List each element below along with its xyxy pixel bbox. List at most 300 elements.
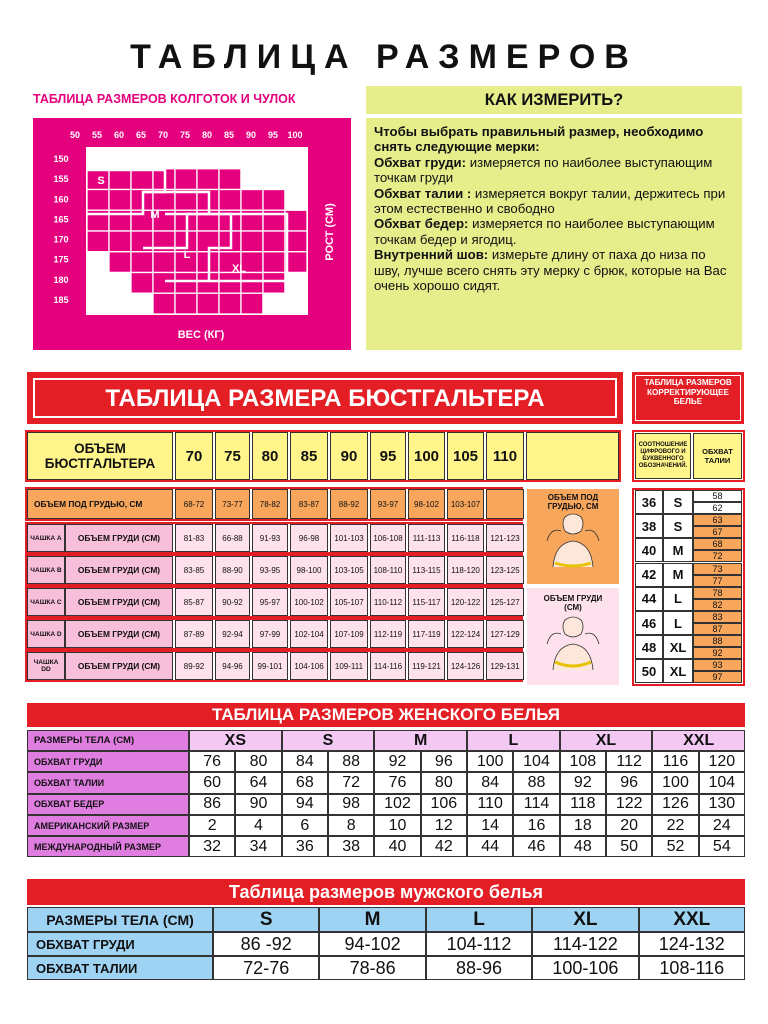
women-row-label: ОБХВАТ ТАЛИИ — [27, 772, 189, 793]
tights-size-label: S — [97, 175, 105, 187]
volume-value: 110 — [486, 432, 524, 480]
women-value: 88 — [513, 772, 559, 793]
men-size-header: S — [213, 907, 319, 932]
bust-value: 121-123 — [486, 524, 524, 552]
women-value: 16 — [513, 815, 559, 836]
women-value: 80 — [421, 772, 467, 793]
woman-figure-icon — [543, 612, 603, 676]
corrective-num: 48 — [635, 635, 663, 659]
corrective-waist-to: 87 — [693, 623, 742, 635]
underbust-value: 88-92 — [330, 489, 368, 519]
corrective-waist-to: 77 — [693, 575, 742, 587]
tights-grid-cell — [87, 273, 109, 294]
women-value: 80 — [235, 751, 281, 772]
women-value: 116 — [652, 751, 698, 772]
tights-grid-cell — [285, 293, 307, 314]
howto-desc: измеряется по наиболее выступающим точкам бедер и ягодиц. — [374, 216, 715, 247]
women-value: 108 — [560, 751, 606, 772]
cup-label: ЧАШКА D — [27, 620, 65, 648]
bust-value: 107-109 — [330, 620, 368, 648]
tights-grid-cell — [109, 252, 131, 273]
women-value: 54 — [699, 836, 745, 857]
corrective-num: 46 — [635, 611, 663, 635]
bust-value: 127-129 — [486, 620, 524, 648]
bust-value: 96-98 — [290, 524, 328, 552]
men-value: 86 -92 — [213, 932, 319, 956]
volume-value: 75 — [215, 432, 250, 480]
women-value: 4 — [235, 815, 281, 836]
underbust-value: 68-72 — [175, 489, 213, 519]
underbust-value: 93-97 — [370, 489, 406, 519]
bust-value: 105-107 — [330, 588, 368, 616]
women-value: 20 — [606, 815, 652, 836]
tights-grid-cell — [87, 148, 109, 169]
underbust-value: 78-82 — [252, 489, 288, 519]
bust-label: ОБЪЕМ ГРУДИ (СМ) — [65, 588, 173, 616]
tights-grid-cell — [241, 190, 263, 211]
tights-grid-cell — [285, 148, 307, 169]
howto-term: Обхват талии : — [374, 185, 472, 201]
women-size-header: S — [282, 730, 375, 751]
corrective-col-ratio: СООТНОШЕНИЕ ЦИФРОВОГО И БУКВЕННОГО ОБОЗНАЧЕНИЙ. — [635, 433, 691, 479]
bust-value: 106-108 — [370, 524, 406, 552]
women-value: 114 — [513, 794, 559, 815]
bust-value: 100-102 — [290, 588, 328, 616]
tights-grid-cell — [131, 293, 153, 314]
weight-tick-label: 65 — [135, 130, 147, 140]
tights-grid-cell — [175, 148, 197, 169]
howto-desc: измеряется вокруг талии, держитесь при этом естественно и свободно — [374, 185, 726, 217]
bust-value: 116-118 — [447, 524, 484, 552]
bust-value: 95-97 — [252, 588, 288, 616]
women-value: 44 — [467, 836, 513, 857]
men-table-header: Таблица размеров мужского белья — [27, 879, 745, 905]
bust-value: 88-90 — [215, 556, 250, 584]
bust-value: 83-85 — [175, 556, 213, 584]
bust-value: 113-115 — [408, 556, 445, 584]
men-value: 100-106 — [532, 956, 638, 980]
women-value: 24 — [699, 815, 745, 836]
page-title: ТАБЛИЦА РАЗМЕРОВ — [130, 38, 638, 76]
women-value: 10 — [374, 815, 420, 836]
bust-value: 93-95 — [252, 556, 288, 584]
women-value: 88 — [328, 751, 374, 772]
height-tick-label: 160 — [53, 194, 69, 205]
bust-value: 117-119 — [408, 620, 445, 648]
corrective-letter: L — [663, 587, 693, 611]
tights-grid-cell — [87, 231, 109, 252]
women-value: 90 — [235, 794, 281, 815]
women-value: 118 — [560, 794, 606, 815]
women-value: 130 — [699, 794, 745, 815]
corrective-num: 38 — [635, 514, 663, 538]
tights-grid-cell — [109, 148, 131, 169]
corrective-table-title: ТАБЛИЦА РАЗМЕРОВ КОРРЕКТИРУЮЩЕЕ БЕЛЬЕ — [644, 378, 732, 406]
women-value: 32 — [189, 836, 235, 857]
bust-value: 98-100 — [290, 556, 328, 584]
women-value: 8 — [328, 815, 374, 836]
men-value: 94-102 — [319, 932, 425, 956]
weight-axis-label: ВЕС (КГ) — [177, 329, 225, 341]
tights-chart-title: ТАБЛИЦА РАЗМЕРОВ КОЛГОТОК И ЧУЛОК — [33, 92, 296, 106]
women-value: 42 — [421, 836, 467, 857]
underbust-empty-cell — [486, 489, 524, 519]
weight-tick-label: 90 — [245, 130, 257, 140]
bust-value: 122-124 — [447, 620, 484, 648]
men-value: 114-122 — [532, 932, 638, 956]
tights-grid-cell — [285, 231, 307, 252]
bust-value: 66-88 — [215, 524, 250, 552]
tights-grid-cell — [219, 190, 241, 211]
men-size-header: XL — [532, 907, 638, 932]
tights-grid-cell — [131, 252, 153, 273]
women-value: 120 — [699, 751, 745, 772]
tights-grid-cell — [219, 293, 241, 314]
women-value: 84 — [282, 751, 328, 772]
corrective-waist-to: 67 — [693, 526, 742, 538]
tights-grid-cell — [153, 273, 175, 294]
bust-value: 92-94 — [215, 620, 250, 648]
volume-value: 85 — [290, 432, 328, 480]
weight-tick-label: 60 — [113, 130, 125, 140]
underbust-illustration-label: ОБЪЕМ ПОД ГРУДЬЮ, СМ — [547, 493, 599, 511]
cup-label: ЧАШКА DD — [27, 652, 65, 680]
tights-grid-cell — [87, 252, 109, 273]
bust-value: 101-103 — [330, 524, 368, 552]
bust-label: ОБЪЕМ ГРУДИ (СМ) — [65, 556, 173, 584]
tights-grid-cell — [263, 273, 285, 294]
men-value: 88-96 — [426, 956, 532, 980]
cup-label: ЧАШКА С — [27, 588, 65, 616]
women-value: 96 — [606, 772, 652, 793]
women-value: 112 — [606, 751, 652, 772]
tights-grid-cell — [175, 169, 197, 190]
women-row-label: ОБХВАТ ГРУДИ — [27, 751, 189, 772]
tights-grid-cell — [109, 293, 131, 314]
men-size-header: L — [426, 907, 532, 932]
women-value: 48 — [560, 836, 606, 857]
bust-value: 112-119 — [370, 620, 406, 648]
women-value: 98 — [328, 794, 374, 815]
women-value: 94 — [282, 794, 328, 815]
women-value: 22 — [652, 815, 698, 836]
bra-table-header — [27, 372, 623, 424]
bust-label: ОБЪЕМ ГРУДИ (СМ) — [65, 620, 173, 648]
tights-grid-cell — [285, 252, 307, 273]
cup-label: ЧАШКА В — [27, 556, 65, 584]
corrective-letter: M — [663, 563, 693, 587]
height-tick-label: 150 — [53, 154, 69, 164]
tights-grid-cell — [109, 273, 131, 294]
women-value: 34 — [235, 836, 281, 857]
bust-value: 81-83 — [175, 524, 213, 552]
women-size-header: XL — [560, 730, 653, 751]
women-row-label: МЕЖДУНАРОДНЫЙ РАЗМЕР — [27, 836, 189, 857]
bust-value: 91-93 — [252, 524, 288, 552]
corrective-table-header — [632, 372, 744, 424]
women-value: 40 — [374, 836, 420, 857]
corrective-col-waist: ОБХВАТ ТАЛИИ — [693, 433, 742, 479]
women-size-header: M — [374, 730, 467, 751]
tights-grid-cell — [109, 169, 131, 190]
women-value: 12 — [421, 815, 467, 836]
men-size-header: M — [319, 907, 425, 932]
height-tick-label: 165 — [53, 214, 69, 225]
tights-grid-cell — [241, 273, 263, 294]
women-value: 104 — [699, 772, 745, 793]
women-value: 72 — [328, 772, 374, 793]
men-header-label: РАЗМЕРЫ ТЕЛА (СМ) — [27, 907, 213, 932]
height-axis-label: РОСТ (СМ) — [324, 203, 336, 261]
tights-grid-cell — [197, 148, 219, 169]
volume-empty-cell — [526, 432, 619, 480]
bust-value: 120-122 — [447, 588, 484, 616]
tights-size-label: M — [150, 209, 160, 221]
corrective-waist-from: 73 — [693, 563, 742, 575]
tights-grid-cell — [87, 190, 109, 211]
howto-term: Обхват груди: — [374, 154, 467, 170]
women-value: 46 — [513, 836, 559, 857]
bust-value: 111-113 — [408, 524, 445, 552]
woman-figure-icon — [543, 511, 603, 573]
tights-grid-cell — [241, 231, 263, 252]
women-value: 126 — [652, 794, 698, 815]
bust-value: 85-87 — [175, 588, 213, 616]
tights-grid-cell — [219, 273, 241, 294]
corrective-letter: XL — [663, 635, 693, 659]
tights-grid-cell — [109, 190, 131, 211]
howto-item — [374, 186, 732, 217]
tights-size-chart — [33, 118, 351, 350]
howto-desc: измерьте длину от паха до низа по шву, лучше всего снять эту мерку с брюк, которые на Вас очень хорошо сидят. — [374, 247, 727, 294]
tights-grid-cell — [241, 148, 263, 169]
women-value: 36 — [282, 836, 328, 857]
volume-value: 105 — [447, 432, 484, 480]
corrective-num: 40 — [635, 538, 663, 562]
corrective-num: 36 — [635, 490, 663, 514]
tights-grid-cell — [131, 273, 153, 294]
weight-tick-label: 95 — [267, 130, 279, 140]
women-row-label: ОБХВАТ БЕДЕР — [27, 794, 189, 815]
bust-value: 94-96 — [215, 652, 250, 680]
howto-item — [374, 216, 732, 247]
height-tick-label: 180 — [53, 274, 69, 285]
women-value: 96 — [421, 751, 467, 772]
weight-tick-label: 100 — [287, 130, 303, 140]
women-value: 110 — [467, 794, 513, 815]
women-value: 52 — [652, 836, 698, 857]
men-value: 124-132 — [639, 932, 745, 956]
corrective-waist-from: 93 — [693, 659, 742, 671]
corrective-letter: L — [663, 611, 693, 635]
bust-value: 114-116 — [370, 652, 406, 680]
tights-grid-cell — [153, 148, 175, 169]
tights-grid-cell — [241, 293, 263, 314]
women-value: 68 — [282, 772, 328, 793]
corrective-waist-to: 97 — [693, 671, 742, 683]
women-size-header: XXL — [652, 730, 745, 751]
bust-label: ОБЪЕМ ГРУДИ (СМ) — [65, 652, 173, 680]
tights-grid-cell — [263, 148, 285, 169]
tights-grid-cell — [263, 190, 285, 211]
bust-label: ОБЪЕМ ГРУДИ (СМ) — [65, 524, 173, 552]
tights-grid-cell — [219, 169, 241, 190]
tights-grid-cell — [197, 169, 219, 190]
howto-term: Внутренний шов: — [374, 247, 489, 263]
women-value: 76 — [189, 751, 235, 772]
tights-grid-cell — [285, 190, 307, 211]
underbust-label: ОБЪЕМ ПОД ГРУДЬЮ, СМ — [27, 489, 173, 519]
corrective-waist-from: 68 — [693, 538, 742, 550]
women-value: 64 — [235, 772, 281, 793]
volume-value: 70 — [175, 432, 213, 480]
volume-value: 80 — [252, 432, 288, 480]
bust-value: 99-101 — [252, 652, 288, 680]
women-value: 100 — [467, 751, 513, 772]
tights-chart-graphic — [33, 118, 351, 350]
bra-table-title: ТАБЛИЦА РАЗМЕРА БЮСТГАЛЬТЕРА — [105, 385, 545, 412]
tights-grid-cell — [153, 252, 175, 273]
tights-grid-cell — [263, 293, 285, 314]
bust-value: 108-110 — [370, 556, 406, 584]
howto-desc: измеряется по наиболее выступающим точкам груди — [374, 154, 713, 186]
women-value: 2 — [189, 815, 235, 836]
bust-value: 123-125 — [486, 556, 524, 584]
bust-value: 104-106 — [290, 652, 328, 680]
women-value: 100 — [652, 772, 698, 793]
corrective-waist-to: 62 — [693, 502, 742, 514]
underbust-value: 73-77 — [215, 489, 250, 519]
height-tick-label: 185 — [53, 294, 69, 305]
women-value: 38 — [328, 836, 374, 857]
volume-label: ОБЪЕМ БЮСТГАЛЬТЕРА — [27, 432, 173, 480]
women-size-header: L — [467, 730, 560, 751]
women-value: 92 — [560, 772, 606, 793]
women-value: 76 — [374, 772, 420, 793]
tights-grid-cell — [263, 169, 285, 190]
bust-value: 118-120 — [447, 556, 484, 584]
women-value: 92 — [374, 751, 420, 772]
weight-tick-label: 50 — [69, 130, 81, 140]
weight-tick-label: 70 — [157, 130, 169, 140]
underbust-value: 103-107 — [447, 489, 484, 519]
men-size-header: XXL — [639, 907, 745, 932]
weight-tick-label: 55 — [91, 130, 103, 140]
bust-value: 90-92 — [215, 588, 250, 616]
women-value: 102 — [374, 794, 420, 815]
bust-value: 102-104 — [290, 620, 328, 648]
tights-grid-cell — [153, 293, 175, 314]
men-row-label: ОБХВАТ ТАЛИИ — [27, 956, 213, 980]
tights-grid-cell — [175, 273, 197, 294]
bust-value: 125-127 — [486, 588, 524, 616]
bust-value: 97-99 — [252, 620, 288, 648]
weight-tick-label: 75 — [179, 130, 191, 140]
women-value: 60 — [189, 772, 235, 793]
howto-title: КАК ИЗМЕРИТЬ? — [366, 86, 742, 114]
corrective-letter: M — [663, 538, 693, 562]
women-value: 18 — [560, 815, 606, 836]
women-header-label: РАЗМЕРЫ ТЕЛА (СМ) — [27, 730, 189, 751]
bust-value: 124-126 — [447, 652, 484, 680]
volume-value: 90 — [330, 432, 368, 480]
underbust-value: 83-87 — [290, 489, 328, 519]
bust-value: 103-105 — [330, 556, 368, 584]
women-value: 106 — [421, 794, 467, 815]
corrective-waist-from: 78 — [693, 587, 742, 599]
men-value: 78-86 — [319, 956, 425, 980]
bust-illustration-label: ОБЪЕМ ГРУДИ (СМ) — [543, 594, 603, 612]
height-tick-label: 175 — [53, 254, 69, 265]
tights-size-label: XL — [231, 263, 247, 275]
height-tick-label: 155 — [53, 174, 69, 185]
women-value: 84 — [467, 772, 513, 793]
tights-grid-cell — [87, 293, 109, 314]
tights-grid-cell — [131, 169, 153, 190]
volume-value: 100 — [408, 432, 445, 480]
volume-value: 95 — [370, 432, 406, 480]
underbust-illustration — [527, 489, 619, 584]
corrective-letter: S — [663, 490, 693, 514]
tights-grid-cell — [263, 252, 285, 273]
corrective-num: 50 — [635, 659, 663, 683]
women-value: 104 — [513, 751, 559, 772]
women-value: 122 — [606, 794, 652, 815]
tights-grid-cell — [131, 148, 153, 169]
corrective-letter: XL — [663, 659, 693, 683]
corrective-waist-to: 92 — [693, 647, 742, 659]
women-value: 86 — [189, 794, 235, 815]
bust-value: 87-89 — [175, 620, 213, 648]
howto-term: Обхват бедер: — [374, 216, 469, 232]
height-tick-label: 170 — [53, 234, 69, 245]
tights-grid-cell — [263, 231, 285, 252]
underbust-value: 98-102 — [408, 489, 445, 519]
weight-tick-label: 85 — [223, 130, 235, 140]
corrective-waist-from: 83 — [693, 611, 742, 623]
corrective-waist-to: 82 — [693, 599, 742, 611]
weight-tick-label: 80 — [201, 130, 213, 140]
men-value: 104-112 — [426, 932, 532, 956]
tights-grid-cell — [219, 148, 241, 169]
howto-text — [366, 118, 742, 350]
corrective-num: 42 — [635, 563, 663, 587]
women-table-header: ТАБЛИЦА РАЗМЕРОВ ЖЕНСКОГО БЕЛЬЯ — [27, 703, 745, 727]
women-value: 14 — [467, 815, 513, 836]
bust-value: 110-112 — [370, 588, 406, 616]
howto-item — [374, 155, 732, 186]
men-value: 72-76 — [213, 956, 319, 980]
corrective-waist-to: 72 — [693, 550, 742, 562]
tights-grid-cell — [109, 231, 131, 252]
tights-size-label: L — [183, 249, 191, 261]
corrective-num: 44 — [635, 587, 663, 611]
bust-value: 109-111 — [330, 652, 368, 680]
howto-item — [374, 247, 732, 293]
corrective-waist-from: 63 — [693, 514, 742, 526]
men-value: 108-116 — [639, 956, 745, 980]
bust-value: 129-131 — [486, 652, 524, 680]
corrective-waist-from: 88 — [693, 635, 742, 647]
tights-grid-cell — [285, 169, 307, 190]
cup-label: ЧАШКА А — [27, 524, 65, 552]
tights-grid-cell — [285, 273, 307, 294]
tights-grid-cell — [285, 210, 307, 231]
bust-value: 119-121 — [408, 652, 445, 680]
women-value: 50 — [606, 836, 652, 857]
tights-grid-cell — [241, 169, 263, 190]
tights-grid-cell — [175, 293, 197, 314]
